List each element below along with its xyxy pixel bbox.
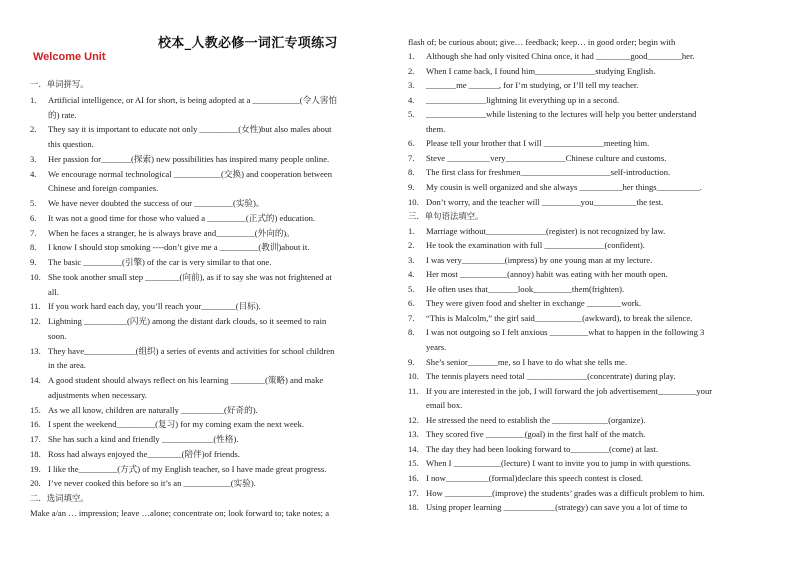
item-text: When I came back, I found him______________studying English. [426,65,656,76]
item-number: 1. [408,225,415,236]
exercise-line [30,434,238,445]
item-text: They scored five _________(goal) in the first half of the match. [426,429,646,440]
item-number: 10. [408,196,419,207]
item-text: Although she had only visited China once, it had ________good________her. [426,51,695,61]
item-number: 5. [408,283,415,294]
exercise-line [30,301,261,312]
exercise-line [408,182,702,193]
item-number: 5. [408,109,415,120]
exercise-line [408,444,658,455]
exercise-line [30,346,334,357]
exercise-line [408,502,687,513]
item-number: 8. [408,327,415,338]
exercise-line [408,226,665,237]
exercise-line [30,390,147,401]
exercise-line [408,429,645,440]
exercise-line [408,298,641,309]
exercise-line [30,154,329,165]
exercise-line [30,124,332,135]
item-text: I was very__________(impress) by one young man at my lecture. [426,254,653,265]
exercise-line [408,124,445,135]
exercise-line [30,228,295,239]
item-text: all. [48,286,59,297]
exercise-line [30,272,332,283]
item-number: 13. [408,429,419,440]
item-number: 7. [408,152,415,163]
item-number: 12. [30,316,41,327]
exercise-line [408,269,668,280]
exercise-line [408,386,712,397]
exercise-line [30,449,240,460]
item-text: Lightning __________(闪光) among the distant dark clouds, so it seemed to rain [48,316,327,327]
item-number: 10. [30,271,41,282]
item-text: If you work hard each day, you’ll reach your________(目标). [48,301,261,312]
item-text: He stressed the need to establish the _____________(organize). [426,414,646,425]
item-number: 9. [30,257,37,268]
item-text: email box. [426,400,463,411]
item-text: soon. [48,330,67,341]
item-number: 7. [408,312,415,323]
item-number: 5. [30,198,37,209]
exercise-line [408,488,705,499]
item-text: I now__________(formal)declare this speech contest is closed. [426,472,643,483]
item-number: 4. [408,269,415,280]
item-text: Marriage without______________(register) is not recognized by law. [426,225,666,236]
item-text: _______me _______, for I’m studying, or I’ll tell my teacher. [426,80,639,91]
item-text: this question. [48,139,94,150]
exercise-line [408,327,704,338]
word-bank-line [408,37,675,48]
item-number: 14. [408,443,419,454]
exercise-line [408,458,691,469]
item-number: 4. [408,94,415,105]
item-text: The basic _________(引擎) of the car is very similar to that one. [48,257,272,268]
item-text: We have never doubted the success of our _________(实验)。 [48,198,265,209]
item-text: “This is Malcolm,” the girl said___________(awkward), to break the silence. [426,312,693,323]
exercise-line [408,342,446,353]
exercise-line [408,95,619,106]
exercise-line [30,478,256,489]
item-number: 3. [408,254,415,265]
exercise-line [30,257,271,268]
item-text: Using proper learning ____________(strategy) can save you a lot of time to [426,502,688,513]
exercise-line [30,360,86,371]
item-text: The first class for freshmen_____________________self-introduction. [426,167,671,178]
exercise-line [408,415,645,426]
item-number: 10. [408,371,419,382]
exercise-line [408,138,649,149]
item-number: 8. [408,167,415,178]
exercise-line [30,375,323,386]
item-text: ______________while listening to the lectures will help you better understand [426,109,697,120]
item-text: Don’t worry, and the teacher will _________you__________the test. [426,196,664,207]
item-text: She took another small step ________(向前), as if to say she was not frightened at [48,271,332,282]
exercise-line [408,473,643,484]
item-number: 14. [30,375,41,386]
item-number: 11. [30,301,41,312]
exercise-line [30,331,66,342]
exercise-line [408,80,638,91]
exercise-line [30,464,326,475]
item-text: We encourage normal technological ___________(交换) and cooperation between [48,168,332,179]
item-text: I was not outgoing so I felt anxious _________what to happen in the following 3 [426,327,705,338]
item-text: I know I should stop smoking ----don’t give me a _________(教训)about it. [48,242,310,253]
item-text: I’ve never cooked this before so it’s an ___________(实验). [48,478,256,489]
item-number: 20. [30,478,41,489]
item-number: 7. [30,227,37,238]
exercise-line [408,66,655,77]
exercise-line [408,371,676,382]
item-text: He often uses that_______look_________them(frighten). [426,283,625,294]
item-text: 一．单词拼写。 [30,79,89,89]
exercise-line [408,153,666,164]
exercise-line [30,419,304,430]
item-text: It was not a good time for those who valued a _________(正式的) education. [48,212,316,223]
item-number: 6. [30,212,37,223]
item-number: 4. [30,168,37,179]
item-text: A good student should always reflect on his learning ________(策略) and make [48,375,324,386]
item-text: 的) rate. [48,109,77,120]
item-text: Ross had always enjoyed the________(陪伴)of friends. [48,448,240,459]
exercise-line [408,109,696,120]
item-number: 1. [30,95,37,105]
item-text: When he faces a stranger, he is always brave and_________(外向的)。 [48,227,295,238]
item-text: If you are interested in the job, I will forward the job advertisement_________your [426,385,713,396]
exercise-line [408,284,624,295]
item-text: Make a/an … impression; leave …alone; concentrate on; look forward to; take notes; a [30,507,330,518]
exercise-line [408,313,692,324]
item-text: As we all know, children are naturally __________(好奇的). [48,404,258,415]
item-number: 19. [30,463,41,474]
exercise-line [30,183,158,194]
item-text: Chinese and foreign companies. [48,183,159,194]
item-number: 15. [408,458,419,469]
item-text: She has such a kind and friendly ____________(性格). [48,434,239,445]
item-number: 2. [408,65,415,76]
item-text: They say it is important to educate not only _________(女性)but also males about [48,124,332,135]
item-number: 3. [408,80,415,91]
item-number: 1. [408,51,415,61]
item-number: 13. [30,345,41,356]
exercise-line [30,95,337,106]
item-text: 二．选词填空。 [30,492,89,503]
item-text: They have____________(组织) a series of events and activities for school children [48,345,335,356]
item-text: Artificial intelligence, or AI for short, is being adopted at a ___________(令人害怕 [48,95,338,105]
item-text: ______________lightning lit everything up in a second. [426,94,620,105]
item-text: The tennis players need total ______________(concentrate) during play. [426,371,676,382]
item-number: 2. [30,124,37,135]
item-number: 11. [408,385,419,396]
item-text: He took the examination with full ______________(confident). [426,240,645,251]
exercise-line [30,110,77,121]
exercise-line [30,242,309,253]
exercise-line [408,400,462,411]
exercise-line [408,167,670,178]
item-number: 16. [408,472,419,483]
item-text: adjustments when necessary. [48,389,147,400]
item-number: 8. [30,242,37,253]
exercise-line [408,255,652,266]
section-heading-word-choice [30,493,89,504]
exercise-line [30,198,264,209]
item-text: How ___________(improve) the students’ grades was a difficult problem to him. [426,487,705,498]
item-text: Her most ___________(annoy) habit was eating with her mouth open. [426,269,668,280]
exercise-line [408,357,627,368]
exercise-line [30,316,326,327]
item-number: 12. [408,414,419,425]
item-number: 18. [408,502,419,513]
item-number: 16. [30,419,41,430]
item-text: 三．单句语法填空。 [408,211,484,222]
item-number: 3. [30,153,37,164]
page-title: 校本_人教必修一词汇专项练习 [158,36,338,51]
item-text: flash of; be curious about; give… feedback; keep… in good order; begin with [408,37,676,47]
item-text: Her passion for_______(探索) new possibilities has inspired many people online. [48,153,330,164]
item-text: I like the_________(方式) of my English teacher, so I have made great progress. [48,463,327,474]
item-number: 15. [30,404,41,415]
exercise-line [30,287,59,298]
item-number: 9. [408,356,415,367]
item-text: in the area. [48,360,86,371]
unit-heading: Welcome Unit [33,51,106,63]
item-number: 18. [30,448,41,459]
exercise-line [408,51,695,62]
item-text: years. [426,342,447,352]
item-number: 17. [408,487,419,498]
exercise-line [30,213,315,224]
item-text: They were given food and shelter in exchange ________work. [426,298,642,309]
exercise-line [30,169,332,180]
item-text: When I ___________(lecture) I want to invite you to jump in with questions. [426,458,692,469]
item-text: I spent the weekend_________(复习) for my coming exam the next week. [48,419,305,430]
item-text: My cousin is well organized and she always __________her things__________. [426,181,702,192]
exercise-line [408,240,645,251]
item-text: The day they had been looking forward to_________(come) at last. [426,443,658,454]
section-heading-spelling [30,79,89,90]
item-number: 9. [408,181,415,192]
item-number: 6. [408,298,415,309]
item-text: She’s senior_______me, so I have to do what she tells me. [426,356,627,367]
item-number: 2. [408,240,415,251]
item-text: Please tell your brother that I will ______________meeting him. [426,138,650,149]
exercise-line [30,405,258,416]
item-number: 6. [408,138,415,149]
exercise-line [408,197,663,208]
exercise-line [30,139,94,150]
section-heading-grammar [408,211,483,222]
item-number: 17. [30,434,41,445]
item-text: Steve __________very______________Chinese culture and customs. [426,152,667,163]
item-text: them. [426,123,446,134]
word-bank-line [30,508,329,519]
